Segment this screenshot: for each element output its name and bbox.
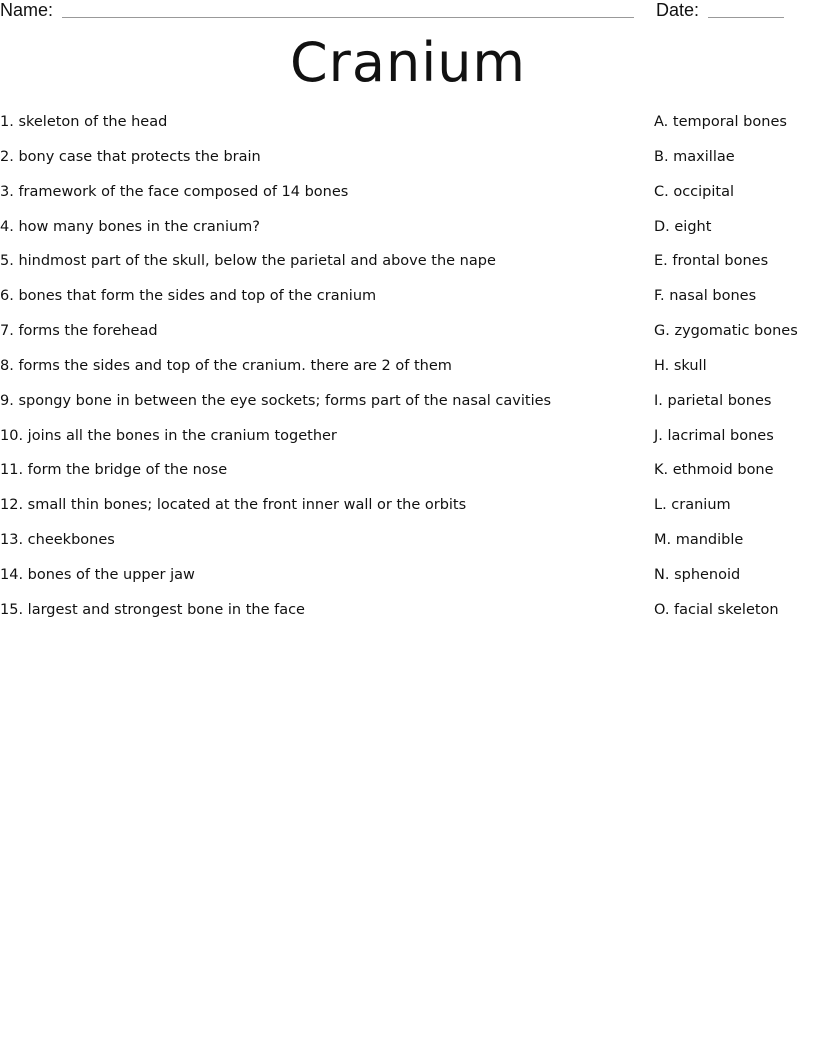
matching-row	[0, 320, 816, 355]
answer-option: K. ethmoid bone	[654, 462, 774, 479]
answer-option: D. eight	[654, 218, 712, 235]
date-label: Date:	[656, 0, 700, 20]
matching-row	[0, 529, 816, 564]
matching-row	[0, 425, 816, 460]
answer-option: A. temporal bones	[654, 114, 787, 130]
clue-text: 1. skeleton of the head	[0, 114, 168, 130]
matching-row	[0, 216, 816, 251]
matching-row	[0, 111, 816, 146]
matching-row	[0, 564, 816, 599]
clue-text: 4. how many bones in the cranium?	[0, 218, 260, 235]
matching-row	[0, 390, 816, 425]
matching-list	[0, 111, 816, 634]
answer-option: J. lacrimal bones	[654, 427, 774, 444]
clue-text: 8. forms the sides and top of the cranium. there are 2 of them	[0, 357, 452, 374]
clue-text: 11. form the bridge of the nose	[0, 462, 228, 479]
answer-option: O. facial skeleton	[654, 601, 779, 618]
answer-option: L. cranium	[654, 497, 731, 514]
clue-text: 15. largest and strongest bone in the face	[0, 601, 305, 618]
matching-row	[0, 494, 816, 529]
answer-option: H. skull	[654, 357, 707, 374]
answer-option: B. maxillae	[654, 148, 735, 165]
clue-text: 9. spongy bone in between the eye sockets; forms part of the nasal cavities	[0, 392, 552, 409]
clue-text: 2. bony case that protects the brain	[0, 148, 261, 165]
matching-row	[0, 181, 816, 216]
clue-text: 14. bones of the upper jaw	[0, 566, 195, 583]
clue-text: 10. joins all the bones in the cranium together	[0, 427, 337, 444]
matching-row	[0, 459, 816, 494]
clue-text: 7. forms the forehead	[0, 323, 158, 340]
answer-option: C. occipital	[654, 183, 735, 200]
worksheet-header	[0, 0, 816, 24]
matching-row	[0, 355, 816, 390]
date-line	[708, 17, 784, 18]
matching-row	[0, 250, 816, 285]
answer-option: M. mandible	[654, 532, 744, 549]
name-line	[62, 17, 634, 18]
answer-option: G. zygomatic bones	[654, 323, 798, 340]
answer-option: F. nasal bones	[654, 288, 757, 305]
matching-row	[0, 285, 816, 320]
page-title: Cranium	[289, 31, 527, 94]
clue-text: 13. cheekbones	[0, 532, 115, 549]
name-label: Name:	[0, 0, 54, 20]
clue-text: 3. framework of the face composed of 14 bones	[0, 183, 349, 200]
clue-text: 5. hindmost part of the skull, below the parietal and above the nape	[0, 253, 496, 270]
answer-option: N. sphenoid	[654, 566, 741, 583]
answer-option: E. frontal bones	[654, 253, 769, 270]
matching-row	[0, 146, 816, 181]
matching-row	[0, 599, 816, 634]
clue-text: 12. small thin bones; located at the front inner wall or the orbits	[0, 497, 467, 514]
clue-text: 6. bones that form the sides and top of the cranium	[0, 288, 377, 305]
answer-option: I. parietal bones	[654, 392, 772, 409]
